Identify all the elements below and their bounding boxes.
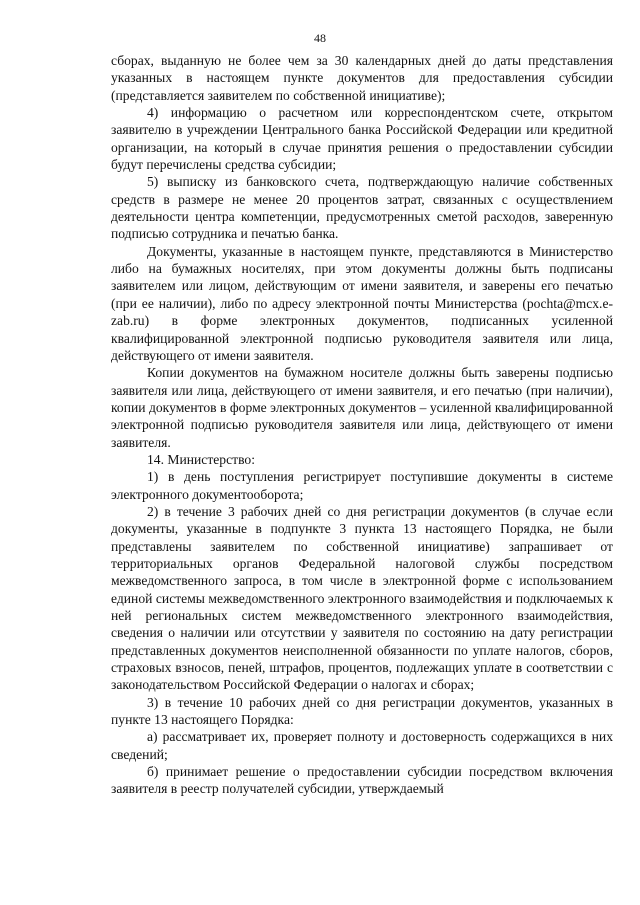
paragraph-item-5: 5) выписку из банковского счета, подтверждающую наличие собственных средств в размере не менее 20 процентов затрат, связанных с осуществлением деятельности центра компетенции, предусмотренных сметой расходов, заверенную подписью сотрудника и печатью банка. (111, 174, 613, 242)
paragraph-item-1: 1) в день поступления регистрирует поступившие документы в системе электронного документооборота; (111, 469, 613, 502)
paragraph-item-2: 2) в течение 3 рабочих дней со дня регистрации документов (в случае если документы, указанные в подпункте 3 пункта 13 настоящего Порядка, не были представлены заявителем по собственной инициативе) запрашивает от территориальных органов Федеральной налоговой службы посредством межведомственного запроса, в том числе в электронной форме с использованием единой системы межведомственного электронного взаимодействия и подключаемых к ней региональных систем межведомственного электронного взаимодействия, сведения о наличии или отсутствии у заявителя по состоянию на дату регистрации представленных документов неисполненной обязанности по уплате налогов, сборов, страховых взносов, пеней, штрафов, процентов, подлежащих уплате в соответствии с законодательством Российской Федерации о налогах и сборах; (111, 503, 613, 693)
page-number: 48 (314, 31, 326, 45)
paragraph-subitem-b: б) принимает решение о предоставлении субсидии посредством включения заявителя в реестр получателей субсидии, утверждаемый (111, 764, 613, 797)
paragraph-subitem-a: а) рассматривает их, проверяет полноту и достоверность содержащихся в них сведений; (111, 729, 613, 762)
paragraph-documents-submission: Документы, указанные в настоящем пункте, представляются в Министерство либо на бумажных носителях, при этом документы должны быть подписаны заявителем или лицом, действующим от имени заявителя, и заверены его печатью (при ее наличии), либо по адресу электронной почты Министерства (pochta@mcx.e-zab.ru) в форме электронных документов, подписанных усиленной квалифицированной электронной подписью руководителя заявителя или лица, действующего от имени заявителя. (111, 243, 613, 363)
paragraph-continuation: сборах, выданную не более чем за 30 календарных дней до даты представления указанных в настоящем пункте документов для предоставления субсидии (представляется заявителем по собственной инициативе); (111, 53, 613, 103)
document-body (111, 52, 613, 798)
paragraph-item-4: 4) информацию о расчетном или корреспондентском счете, открытом заявителю в учреждении Центрального банка Российской Федерации или кредитной организации, на который в случае принятия решения о предоставлении субсидии будут перечислены средства субсидии; (111, 105, 613, 173)
paragraph-copies: Копии документов на бумажном носителе должны быть заверены подписью заявителя или лица, действующего от имени заявителя, и его печатью (при наличии), копии документов в форме электронных документов – усиленной квалифицированной электронной подписью руководителя заявителя или лица, действующего от имени заявителя. (111, 365, 613, 450)
paragraph-section-14-heading: 14. Министерство: (147, 451, 255, 467)
paragraph-item-3: 3) в течение 10 рабочих дней со дня регистрации документов, указанных в пункте 13 настоящего Порядка: (111, 694, 613, 728)
